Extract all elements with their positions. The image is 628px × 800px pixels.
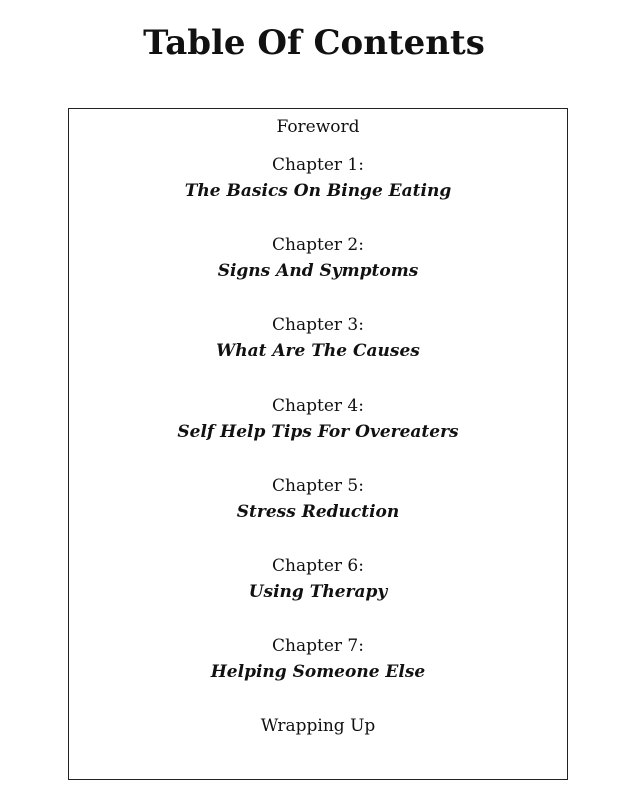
chapter-number: Chapter 4: (272, 396, 364, 416)
chapter-title: Helping Someone Else (210, 662, 426, 682)
chapter-number: Chapter 6: (272, 556, 364, 576)
toc-chapter-3 (69, 313, 567, 365)
chapter-number: Chapter 2: (272, 235, 364, 255)
chapter-number: Chapter 1: (272, 155, 364, 175)
toc-chapter-4 (69, 394, 567, 446)
table-of-contents-box (68, 108, 568, 780)
toc-chapter-1 (69, 153, 567, 205)
page-title: Table Of Contents (143, 23, 485, 63)
chapter-title: Self Help Tips For Overeaters (177, 422, 459, 442)
chapter-number: Chapter 7: (272, 636, 364, 656)
chapter-title: What Are The Causes (216, 341, 420, 361)
toc-foreword: Foreword (276, 117, 360, 137)
chapter-number: Chapter 5: (272, 476, 364, 496)
toc-chapter-7 (69, 634, 567, 686)
chapter-title: Signs And Symptoms (217, 261, 419, 281)
chapter-title: Using Therapy (248, 582, 388, 602)
toc-chapter-5 (69, 474, 567, 526)
chapter-title: Stress Reduction (236, 502, 400, 522)
chapter-number: Chapter 3: (272, 315, 364, 335)
toc-wrapping-up: Wrapping Up (260, 716, 376, 736)
toc-chapter-2 (69, 233, 567, 285)
chapter-title: The Basics On Binge Eating (184, 181, 452, 201)
toc-chapter-6 (69, 554, 567, 606)
